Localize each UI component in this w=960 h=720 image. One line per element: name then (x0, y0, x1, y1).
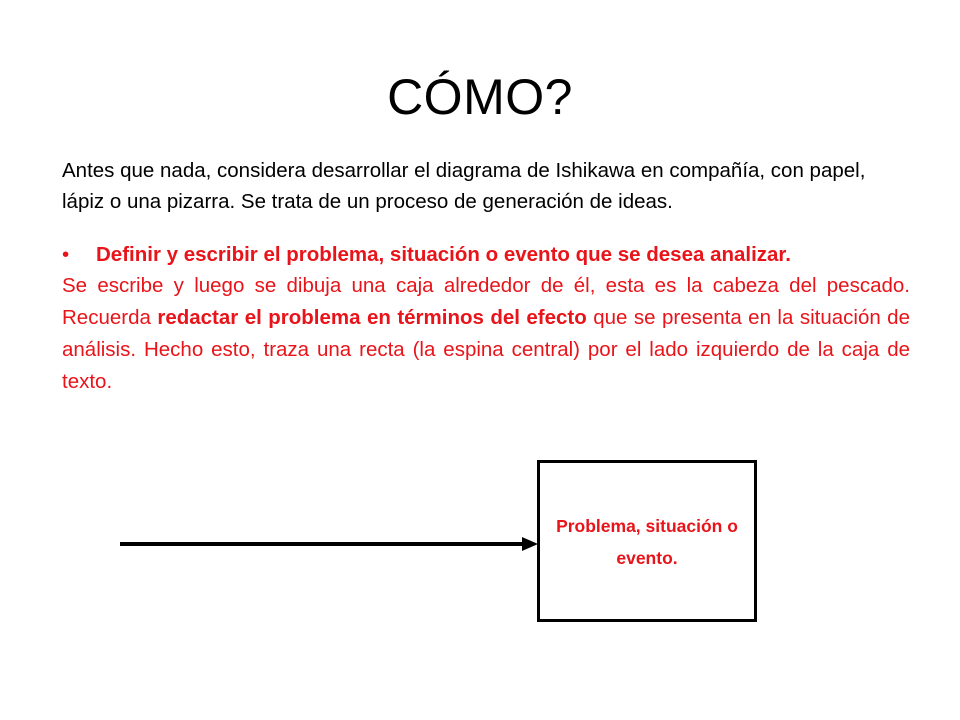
problem-box-label-line1: Problema, situación o (556, 516, 738, 536)
spine-line (120, 542, 526, 546)
body-text-part2: que se presenta en la situación de análisis. Hecho esto, traza una recta (la espina central) por el lado izquierdo de la caja de texto. (62, 306, 910, 393)
body-text-part1: Se escribe y luego se dibuja una caja alrededor de él, esta es la cabeza del pescado. Recuerda (62, 274, 910, 329)
intro-paragraph: Antes que nada, considera desarrollar el diagrama de Ishikawa en compañía, con papel, lápiz o una pizarra. Se trata de un proceso de generación de ideas. (62, 159, 866, 213)
problem-box-label-line2: evento. (616, 548, 678, 568)
body-paragraph (62, 270, 910, 398)
problem-box-label (537, 510, 757, 574)
spine-arrowhead-icon (522, 537, 538, 551)
bullet-item (62, 240, 912, 270)
bullet-text: Definir y escribir el problema, situación o evento que se desea analizar. (96, 243, 791, 266)
body-emphasis: redactar el problema en términos del efecto (157, 306, 587, 329)
bullet-marker: • (62, 243, 70, 266)
slide-title: CÓMO? (387, 69, 573, 125)
